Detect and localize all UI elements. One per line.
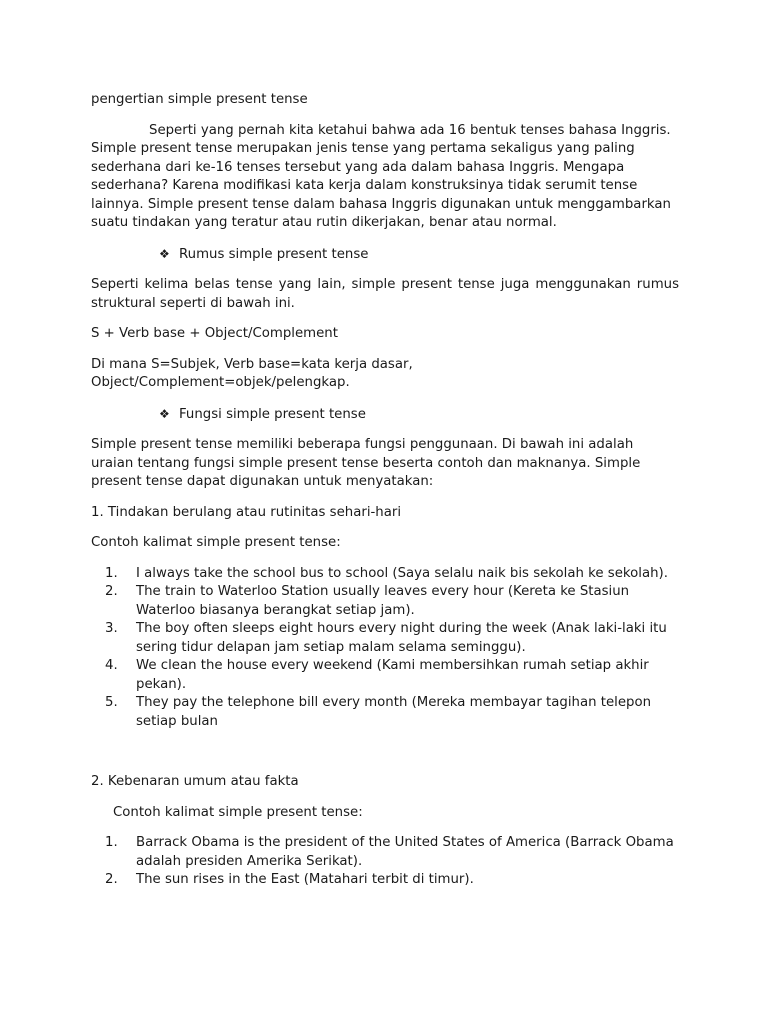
section-2-list xyxy=(91,834,679,890)
section-1-example-label: Contoh kalimat simple present tense: xyxy=(91,535,341,550)
list-number: 2. xyxy=(105,584,118,599)
document-title: pengertian simple present tense xyxy=(91,92,308,107)
list-item-text: The sun rises in the East (Matahari terbit di timur). xyxy=(136,872,474,887)
list-item-text: Barrack Obama is the president of the United States of America (Barrack Obama adalah presiden Amerika Serikat). xyxy=(136,835,674,869)
spacer xyxy=(91,743,679,773)
list-item xyxy=(91,694,679,731)
list-item xyxy=(91,834,679,871)
list-number: 1. xyxy=(105,835,118,850)
list-item-text: The train to Waterloo Station usually leaves every hour (Kereta ke Stasiun Waterloo biasanya berangkat setiap jam). xyxy=(136,584,630,618)
list-item-text: I always take the school bus to school (Saya selalu naik bis sekolah ke sekolah). xyxy=(136,565,668,581)
list-item xyxy=(91,620,679,657)
list-item xyxy=(91,583,679,620)
diamond-bullet-icon: ❖ xyxy=(159,406,170,421)
list-item-text: We clean the house every weekend (Kami membersihkan rumah setiap akhir pekan). xyxy=(136,658,649,692)
heading-fungsi-text: Fungsi simple present tense xyxy=(179,406,366,422)
list-item xyxy=(91,565,679,584)
list-number: 2. xyxy=(105,872,118,887)
heading-rumus xyxy=(159,245,679,265)
intro-paragraph: Seperti yang pernah kita ketahui bahwa ada 16 bentuk tenses bahasa Inggris. Simple present tense merupakan jenis tense yang pertama sekaligus yang paling sederhana dari ke-16 tenses tersebut yang ada dalam bahasa Inggris. Mengapa sederhana? Karena modifikasi kata kerja dalam konstruksinya tidak serumit tense lainnya. Simple present tense dalam bahasa Inggris digunakan untuk menggambarkan suatu tindakan yang teratur atau rutin dikerjakan, benar atau normal. xyxy=(91,122,671,230)
list-number: 3. xyxy=(105,621,118,636)
formula-line: S + Verb base + Object/Complement xyxy=(91,326,338,341)
heading-fungsi xyxy=(159,405,679,425)
section-1-title: 1. Tindakan berulang atau rutinitas sehari-hari xyxy=(91,504,402,520)
fungsi-paragraph: Simple present tense memiliki beberapa fungsi penggunaan. Di bawah ini adalah uraian tentang fungsi simple present tense beserta contoh dan maknanya. Simple present tense dapat digunakan untuk menyatakan: xyxy=(91,437,641,489)
section-2-title: 2. Kebenaran umum atau fakta xyxy=(91,774,299,789)
section-1-list xyxy=(91,565,679,732)
list-item-text: They pay the telephone bill every month (Mereka membayar tagihan telepon setiap bulan xyxy=(136,695,652,729)
formula-explanation-line-2: Object/Complement=objek/pelengkap. xyxy=(91,375,350,390)
list-number: 5. xyxy=(105,695,118,710)
diamond-bullet-icon: ❖ xyxy=(159,246,170,261)
formula-explanation xyxy=(91,356,679,393)
list-item xyxy=(91,871,679,890)
list-item-text: The boy often sleeps eight hours every night during the week (Anak laki-laki itu sering tidur delapan jam setiap malam selama seminggu). xyxy=(136,621,667,655)
document-page xyxy=(91,91,679,902)
formula-explanation-line-1: Di mana S=Subjek, Verb base=kata kerja dasar, xyxy=(91,356,413,372)
rumus-paragraph: Seperti kelima belas tense yang lain, simple present tense juga menggunakan rumus struktural seperti di bawah ini. xyxy=(91,277,679,311)
section-2-example-label: Contoh kalimat simple present tense: xyxy=(113,804,363,820)
list-number: 1. xyxy=(105,565,118,581)
list-number: 4. xyxy=(105,658,118,673)
heading-rumus-text: Rumus simple present tense xyxy=(179,246,369,262)
list-item xyxy=(91,657,679,694)
